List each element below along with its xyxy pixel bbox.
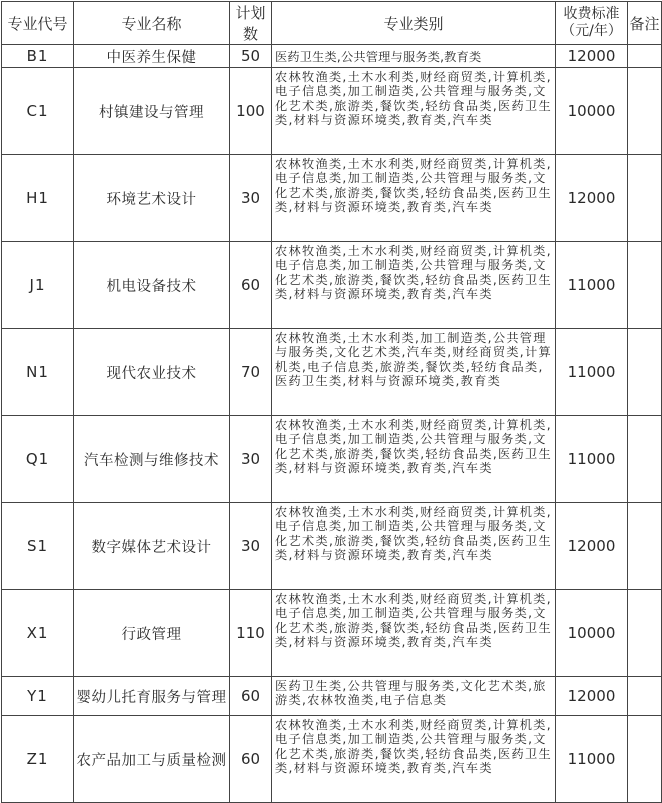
header-fee: [556, 2, 628, 45]
cell-name: 村镇建设与管理: [74, 68, 230, 155]
cell-categories: 医药卫生类,公共管理与服务类,文化艺术类,旅游类,农林牧渔类,电子信息类: [272, 677, 556, 716]
cell-name: 机电设备技术: [74, 242, 230, 329]
cell-fee: 12000: [556, 45, 628, 68]
cell-categories: 农林牧渔类,土木水利类,财经商贸类,计算机类,电子信息类,加工制造类,公共管理与服务类,文化艺术类,旅游类,餐饮类,轻纺食品类,医药卫生类,材料与资源环境类,教育类,汽车类: [272, 590, 556, 677]
cell-code: Q1: [2, 416, 74, 503]
cell-note: [628, 503, 662, 590]
cell-fee: 10000: [556, 68, 628, 155]
table-row: [2, 677, 662, 716]
cell-categories: 农林牧渔类,土木水利类,财经商贸类,计算机类,电子信息类,加工制造类,公共管理与服务类,文化艺术类,旅游类,餐饮类,轻纺食品类,医药卫生类,材料与资源环境类,教育类,汽车类: [272, 68, 556, 155]
cell-plan: 100: [230, 68, 272, 155]
header-name: 专业名称: [74, 2, 230, 45]
header-note: 备注: [628, 2, 662, 45]
cell-code: J1: [2, 242, 74, 329]
document-page: [1, 1, 662, 803]
cell-code: Z1: [2, 716, 74, 803]
cell-code: Y1: [2, 677, 74, 716]
cell-fee: 11000: [556, 416, 628, 503]
cell-plan: 110: [230, 590, 272, 677]
table-row: [2, 716, 662, 803]
cell-note: [628, 716, 662, 803]
cell-name: 数字媒体艺术设计: [74, 503, 230, 590]
cell-note: [628, 155, 662, 242]
cell-name: 中医养生保健: [74, 45, 230, 68]
table-row: [2, 416, 662, 503]
cell-fee: 12000: [556, 677, 628, 716]
cell-fee: 11000: [556, 716, 628, 803]
cell-note: [628, 68, 662, 155]
cell-plan: 60: [230, 677, 272, 716]
cell-name: 行政管理: [74, 590, 230, 677]
cell-name: 农产品加工与质量检测: [74, 716, 230, 803]
cell-categories: 医药卫生类,公共管理与服务类,教育类: [272, 45, 556, 68]
cell-code: S1: [2, 503, 74, 590]
cell-code: H1: [2, 155, 74, 242]
cell-name: 现代农业技术: [74, 329, 230, 416]
cell-plan: 60: [230, 242, 272, 329]
table-row: [2, 503, 662, 590]
cell-categories: 农林牧渔类,土木水利类,财经商贸类,计算机类,电子信息类,加工制造类,公共管理与服务类,文化艺术类,旅游类,餐饮类,轻纺食品类,医药卫生类,材料与资源环境类,教育类,汽车类: [272, 155, 556, 242]
cell-plan: 70: [230, 329, 272, 416]
cell-code: X1: [2, 590, 74, 677]
cell-fee: 10000: [556, 590, 628, 677]
header-categories: 专业类别: [272, 2, 556, 45]
cell-categories: 农林牧渔类,土木水利类,财经商贸类,计算机类,电子信息类,加工制造类,公共管理与服务类,文化艺术类,旅游类,餐饮类,轻纺食品类,医药卫生类,材料与资源环境类,教育类,汽车类: [272, 716, 556, 803]
table-row: [2, 242, 662, 329]
cell-note: [628, 242, 662, 329]
cell-note: [628, 416, 662, 503]
cell-categories: 农林牧渔类,土木水利类,加工制造类,公共管理与服务类,文化艺术类,汽车类,财经商贸类,计算机类,电子信息类,旅游类,餐饮类,轻纺食品类,医药卫生类,材料与资源环境类,教育类: [272, 329, 556, 416]
cell-plan: 50: [230, 45, 272, 68]
cell-note: [628, 45, 662, 68]
table-row: [2, 45, 662, 68]
table-row: [2, 590, 662, 677]
cell-code: N1: [2, 329, 74, 416]
cell-name: 婴幼儿托育服务与管理: [74, 677, 230, 716]
cell-categories: 农林牧渔类,土木水利类,财经商贸类,计算机类,电子信息类,加工制造类,公共管理与服务类,文化艺术类,旅游类,餐饮类,轻纺食品类,医药卫生类,材料与资源环境类,教育类,汽车类: [272, 416, 556, 503]
cell-plan: 60: [230, 716, 272, 803]
header-fee-line1: 收费标准: [563, 6, 620, 22]
cell-code: C1: [2, 68, 74, 155]
header-fee-line2: （元/年）: [561, 23, 622, 39]
cell-note: [628, 590, 662, 677]
cell-name: 环境艺术设计: [74, 155, 230, 242]
cell-fee: 11000: [556, 329, 628, 416]
enrollment-plan-table: [1, 1, 662, 803]
cell-fee: 12000: [556, 503, 628, 590]
cell-plan: 30: [230, 503, 272, 590]
cell-plan: 30: [230, 416, 272, 503]
table-row: [2, 68, 662, 155]
cell-fee: 12000: [556, 155, 628, 242]
header-row: [2, 2, 662, 45]
table-row: [2, 155, 662, 242]
cell-name: 汽车检测与维修技术: [74, 416, 230, 503]
cell-code: B1: [2, 45, 74, 68]
table-row: [2, 329, 662, 416]
cell-note: [628, 677, 662, 716]
cell-note: [628, 329, 662, 416]
header-plan: 计划数: [230, 2, 272, 45]
cell-plan: 30: [230, 155, 272, 242]
cell-fee: 11000: [556, 242, 628, 329]
cell-categories: 农林牧渔类,土木水利类,财经商贸类,计算机类,电子信息类,加工制造类,公共管理与服务类,文化艺术类,旅游类,餐饮类,轻纺食品类,医药卫生类,材料与资源环境类,教育类,汽车类: [272, 503, 556, 590]
cell-categories: 农林牧渔类,土木水利类,财经商贸类,计算机类,电子信息类,加工制造类,公共管理与服务类,文化艺术类,旅游类,餐饮类,轻纺食品类,医药卫生类,材料与资源环境类,教育类,汽车类: [272, 242, 556, 329]
header-code: 专业代号: [2, 2, 74, 45]
